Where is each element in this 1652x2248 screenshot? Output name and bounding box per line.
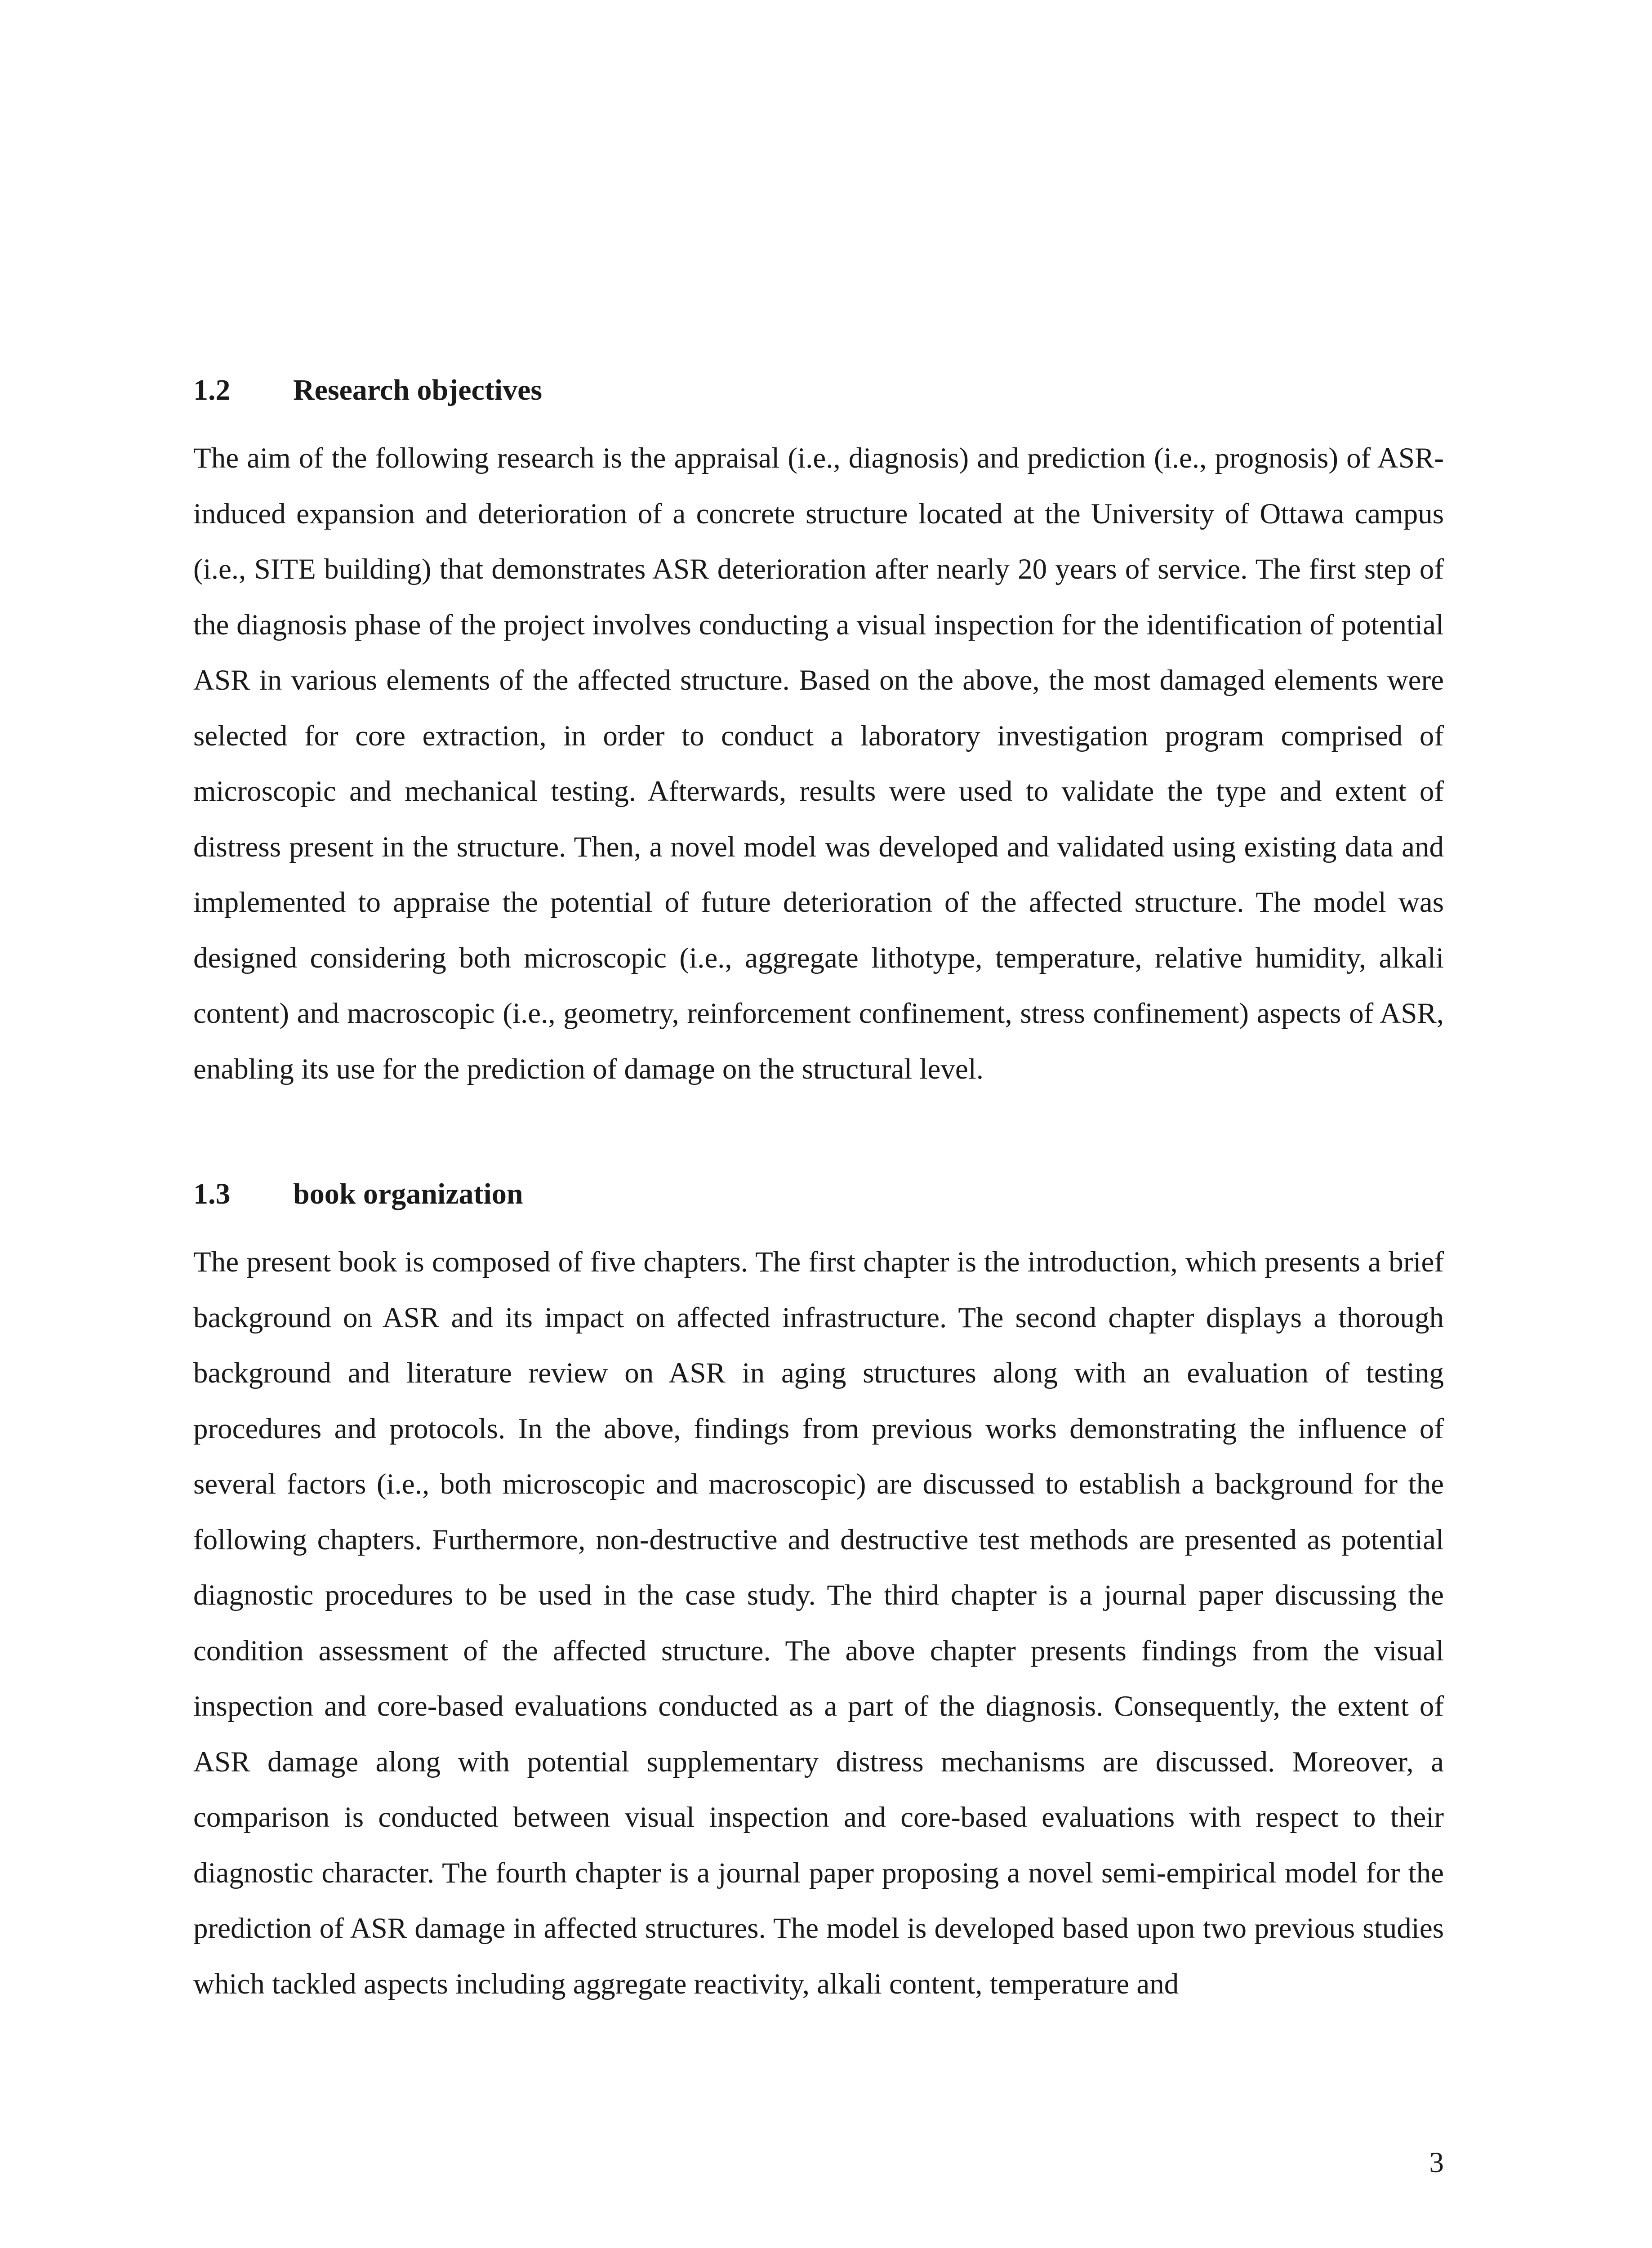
section-title: Research objectives bbox=[293, 374, 543, 406]
section-number: 1.2 bbox=[193, 374, 231, 406]
section-title: book organization bbox=[293, 1178, 523, 1210]
paragraph-book-organization: The present book is composed of five chapters. The first chapter is the introduction, which presents a brief background on ASR and its impact on affected infrastructure. The second chapter displays a thorough background and literature review on ASR in aging structures along with an evaluation of testing procedures and protocols. In the above, findings from previous works demonstrating the influence of several factors (i.e., both microscopic and macroscopic) are discussed to establish a background for the following chapters. Furthermore, non-destructive and destructive test methods are presented as potential diagnostic procedures to be used in the case study. The third chapter is a journal paper discussing the condition assessment of the affected structure. The above chapter presents findings from the visual inspection and core-based evaluations conducted as a part of the diagnosis. Consequently, the extent of ASR damage along with potential supplementary distress mechanisms are discussed. Moreover, a comparison is conducted between visual inspection and core-based evaluations with respect to their diagnostic character. The fourth chapter is a journal paper proposing a novel semi-empirical model for the prediction of ASR damage in affected structures. The model is developed based upon two previous studies which tackled aspects including aggregate reactivity, alkali content, temperature and bbox=[193, 1246, 1444, 2000]
section-number: 1.3 bbox=[193, 1178, 231, 1210]
section-heading-research-objectives bbox=[193, 372, 542, 408]
document-page bbox=[193, 0, 1444, 2248]
page-number: 3 bbox=[1429, 2146, 1444, 2179]
paragraph-research-objectives: The aim of the following research is the appraisal (i.e., diagnosis) and prediction (i.e., prognosis) of ASR-induced expansion and deterioration of a concrete structure located at the University of Ottawa campus (i.e., SITE building) that demonstrates ASR deterioration after nearly 20 years of service. The first step of the diagnosis phase of the project involves conducting a visual inspection for the identification of potential ASR in various elements of the affected structure. Based on the above, the most damaged elements were selected for core extraction, in order to conduct a laboratory investigation program comprised of microscopic and mechanical testing. Afterwards, results were used to validate the type and extent of distress present in the structure. Then, a novel model was developed and validated using existing data and implemented to appraise the potential of future deterioration of the affected structure. The model was designed considering both microscopic (i.e., aggregate lithotype, temperature, relative humidity, alkali content) and macroscopic (i.e., geometry, reinforcement confinement, stress confinement) aspects of ASR, enabling its use for the prediction of damage on the structural level. bbox=[193, 442, 1444, 1085]
section-heading-book-organization bbox=[193, 1176, 523, 1212]
